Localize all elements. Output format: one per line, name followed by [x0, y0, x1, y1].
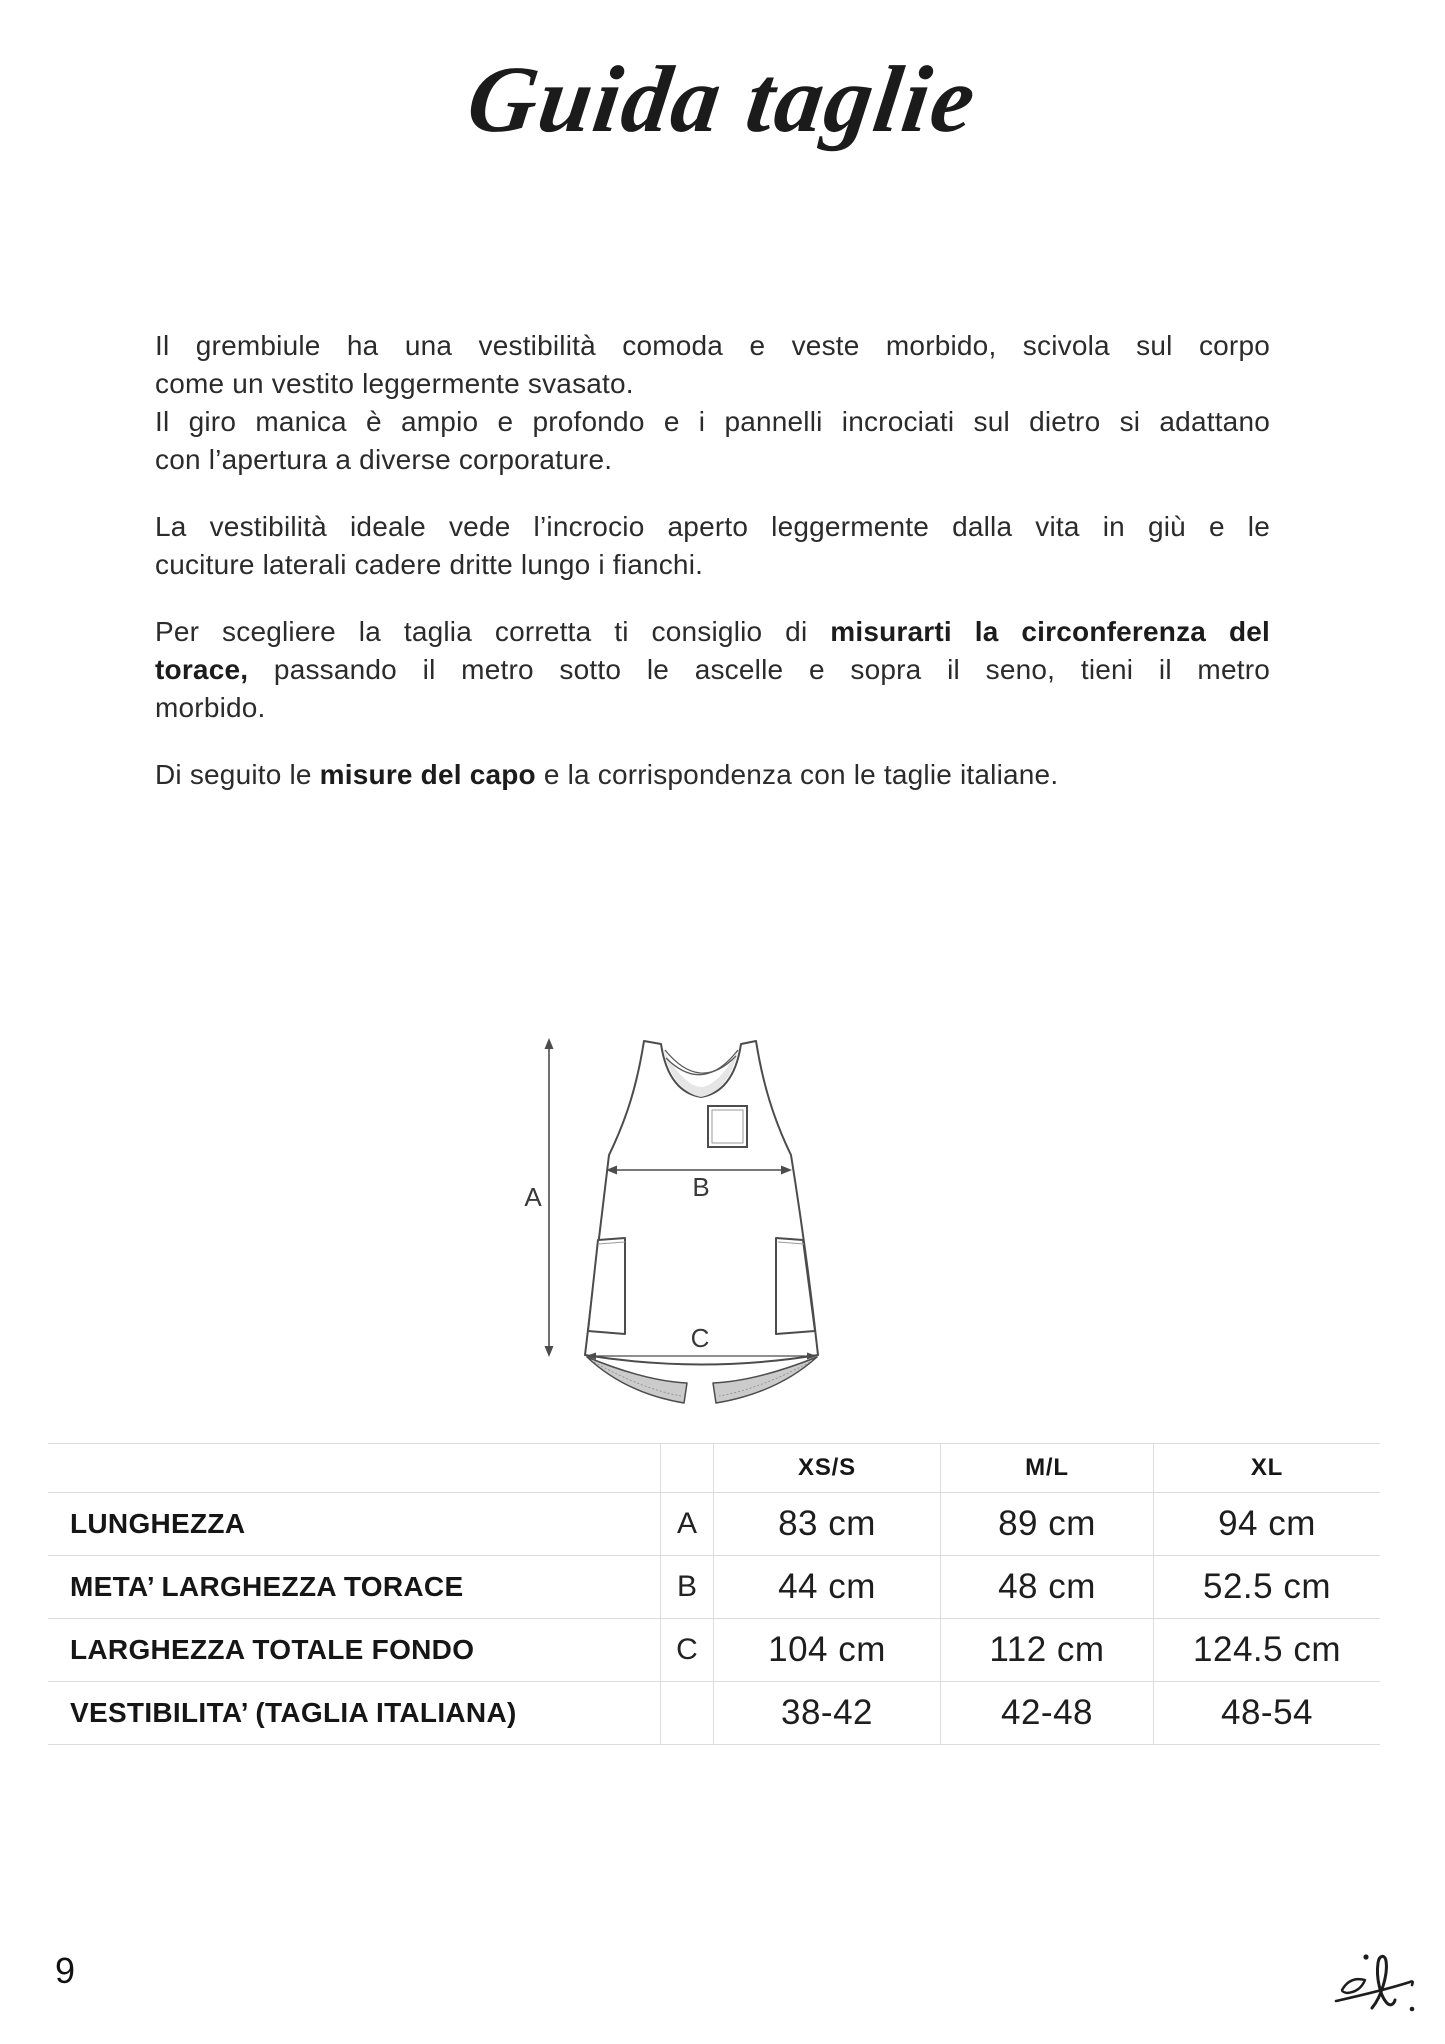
row-value-xs-s: 83 cm [713, 1493, 940, 1555]
row-letter: B [660, 1556, 713, 1618]
row-value-xl: 52.5 cm [1153, 1556, 1380, 1618]
size-table [48, 1443, 1380, 1745]
row-value-xs-s: 38-42 [713, 1682, 940, 1744]
row-label: LARGHEZZA TOTALE FONDO [70, 1634, 475, 1665]
row-label: LUNGHEZZA [70, 1508, 246, 1539]
row-label: VESTIBILITA’ (TAGLIA ITALIANA) [70, 1697, 517, 1728]
header-size-xs-s: XS/S [713, 1444, 940, 1492]
row-letter [660, 1682, 713, 1744]
brand-logo-icon [1330, 1935, 1425, 2020]
diagram-label-a: A [524, 1182, 542, 1212]
apron-measurement-diagram [500, 1020, 850, 1420]
row-letter: C [660, 1619, 713, 1681]
row-value-m-l: 42-48 [940, 1682, 1153, 1744]
header-empty-label [48, 1444, 660, 1492]
row-value-xl: 124.5 cm [1153, 1619, 1380, 1681]
diagram-label-c: C [690, 1323, 710, 1353]
paragraph-fit: Il grembiule ha una vestibilità comoda e veste morbido, scivola sul corpo come un vestito leggermente svasato. Il giro manica è ampio e profondo e i pannelli incrociati sul dietro si adattano con l’apertura a diverse corporature. [155, 330, 1270, 475]
row-value-m-l: 112 cm [940, 1619, 1153, 1681]
paragraph-ideal-fit: La vestibilità ideale vede l’incrocio aperto leggermente dalla vita in giù e le cuciture laterali cadere dritte lungo i fianchi. [155, 511, 1270, 580]
header-empty-letter [660, 1444, 713, 1492]
row-value-m-l: 89 cm [940, 1493, 1153, 1555]
table-row-larghezza-totale-fondo [48, 1619, 1380, 1682]
header-size-xl: XL [1153, 1444, 1380, 1492]
paragraph-table-intro: Di seguito le misure del capo e la corrispondenza con le taglie italiane. [155, 759, 1059, 790]
side-pocket-left [588, 1238, 625, 1334]
row-value-m-l: 48 cm [940, 1556, 1153, 1618]
side-pocket-right [776, 1238, 815, 1334]
row-value-xs-s: 44 cm [713, 1556, 940, 1618]
table-row-vestibilita [48, 1682, 1380, 1745]
row-value-xl: 48-54 [1153, 1682, 1380, 1744]
table-row-lunghezza [48, 1493, 1380, 1556]
row-letter: A [660, 1493, 713, 1555]
paragraph-measure-advice: Per scegliere la taglia corretta ti consiglio di misurarti la circonferenza del torace, passando il metro sotto le ascelle e sopra il seno, tieni il metro morbido. [155, 616, 1270, 723]
header-size-m-l: M/L [940, 1444, 1153, 1492]
measure-arrow-a-icon [545, 1038, 554, 1357]
diagram-label-b: B [692, 1172, 710, 1202]
row-value-xs-s: 104 cm [713, 1619, 940, 1681]
table-row-meta-larghezza-torace [48, 1556, 1380, 1619]
page-number: 9 [55, 1950, 76, 1991]
row-value-xl: 94 cm [1153, 1493, 1380, 1555]
intro-text [155, 327, 1270, 823]
size-table-header-row [48, 1444, 1380, 1493]
row-label: META’ LARGHEZZA TORACE [70, 1571, 464, 1602]
page-title: Guida taglie [461, 46, 984, 152]
chest-pocket [708, 1106, 747, 1147]
